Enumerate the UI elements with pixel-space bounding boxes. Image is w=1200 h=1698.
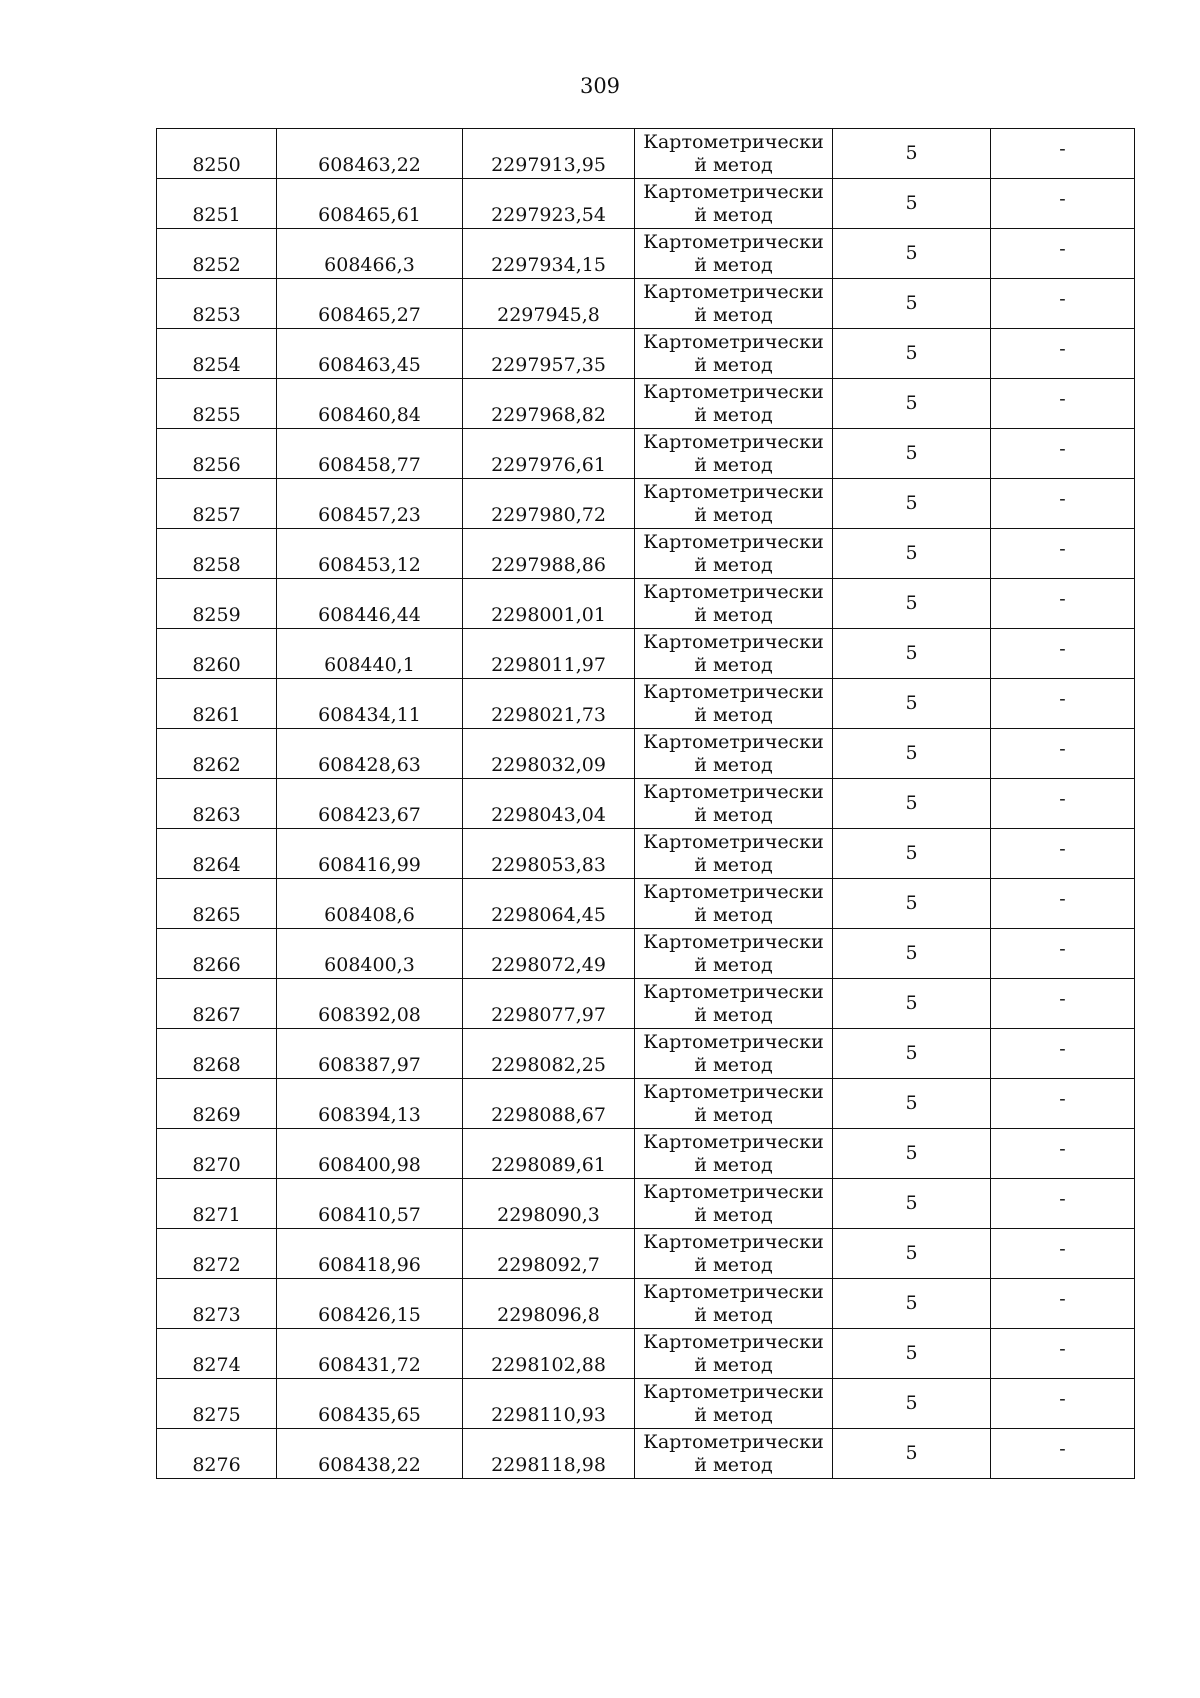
method-cell — [635, 379, 833, 429]
point-number-cell: 8260 — [157, 629, 277, 679]
y-coordinate-cell: 2297945,8 — [463, 279, 635, 329]
y-coordinate-cell: 2298021,73 — [463, 679, 635, 729]
method-text-line-1: Картометрически — [643, 1280, 824, 1303]
point-number-cell: 8266 — [157, 929, 277, 979]
table-row — [157, 1229, 1135, 1279]
method-text-line-2: й метод — [694, 703, 773, 726]
table-row — [157, 429, 1135, 479]
point-number-cell: 8254 — [157, 329, 277, 379]
accuracy-cell: 5 — [833, 629, 991, 679]
x-coordinate-cell: 608400,98 — [277, 1129, 463, 1179]
point-number-cell: 8273 — [157, 1279, 277, 1329]
x-coordinate-cell: 608408,6 — [277, 879, 463, 929]
accuracy-cell: 5 — [833, 529, 991, 579]
y-coordinate-cell: 2297968,82 — [463, 379, 635, 429]
table-row — [157, 1179, 1135, 1229]
note-cell: - — [991, 1179, 1135, 1229]
method-text-line-1: Картометрически — [643, 880, 824, 903]
method-text-line-2: й метод — [694, 1303, 773, 1326]
table-row — [157, 229, 1135, 279]
point-number-cell: 8255 — [157, 379, 277, 429]
method-cell — [635, 1379, 833, 1429]
note-cell: - — [991, 129, 1135, 179]
table-row — [157, 379, 1135, 429]
note-cell: - — [991, 1329, 1135, 1379]
method-text-line-2: й метод — [694, 453, 773, 476]
accuracy-cell: 5 — [833, 279, 991, 329]
note-cell: - — [991, 979, 1135, 1029]
method-text-line-2: й метод — [694, 653, 773, 676]
method-text-line-1: Картометрически — [643, 580, 824, 603]
accuracy-cell: 5 — [833, 1029, 991, 1079]
table-body — [157, 129, 1135, 1479]
point-number-cell: 8258 — [157, 529, 277, 579]
method-cell — [635, 929, 833, 979]
method-text-line-2: й метод — [694, 303, 773, 326]
x-coordinate-cell: 608463,22 — [277, 129, 463, 179]
x-coordinate-cell: 608438,22 — [277, 1429, 463, 1479]
method-text-line-2: й метод — [694, 953, 773, 976]
point-number-cell: 8270 — [157, 1129, 277, 1179]
accuracy-cell: 5 — [833, 479, 991, 529]
page-number: 309 — [579, 74, 621, 98]
method-cell — [635, 879, 833, 929]
method-cell — [635, 729, 833, 779]
note-cell: - — [991, 679, 1135, 729]
accuracy-cell: 5 — [833, 879, 991, 929]
table-row — [157, 729, 1135, 779]
accuracy-cell: 5 — [833, 979, 991, 1029]
method-text-line-1: Картометрически — [643, 1330, 824, 1353]
table-row — [157, 329, 1135, 379]
x-coordinate-cell: 608423,67 — [277, 779, 463, 829]
method-text-line-2: й метод — [694, 803, 773, 826]
method-text-line-2: й метод — [694, 1353, 773, 1376]
table-row — [157, 979, 1135, 1029]
x-coordinate-cell: 608434,11 — [277, 679, 463, 729]
method-text-line-2: й метод — [694, 1453, 773, 1476]
point-number-cell: 8252 — [157, 229, 277, 279]
coordinates-table — [156, 128, 1135, 1479]
x-coordinate-cell: 608453,12 — [277, 529, 463, 579]
y-coordinate-cell: 2298032,09 — [463, 729, 635, 779]
x-coordinate-cell: 608458,77 — [277, 429, 463, 479]
note-cell: - — [991, 379, 1135, 429]
accuracy-cell: 5 — [833, 1129, 991, 1179]
y-coordinate-cell: 2298089,61 — [463, 1129, 635, 1179]
y-coordinate-cell: 2298053,83 — [463, 829, 635, 879]
table-row — [157, 479, 1135, 529]
point-number-cell: 8269 — [157, 1079, 277, 1129]
y-coordinate-cell: 2298110,93 — [463, 1379, 635, 1429]
method-text-line-2: й метод — [694, 603, 773, 626]
note-cell: - — [991, 1379, 1135, 1429]
x-coordinate-cell: 608446,44 — [277, 579, 463, 629]
accuracy-cell: 5 — [833, 179, 991, 229]
note-cell: - — [991, 429, 1135, 479]
note-cell: - — [991, 729, 1135, 779]
x-coordinate-cell: 608431,72 — [277, 1329, 463, 1379]
note-cell: - — [991, 929, 1135, 979]
x-coordinate-cell: 608400,3 — [277, 929, 463, 979]
table-row — [157, 529, 1135, 579]
method-cell — [635, 1279, 833, 1329]
method-text-line-2: й метод — [694, 903, 773, 926]
y-coordinate-cell: 2298096,8 — [463, 1279, 635, 1329]
x-coordinate-cell: 608392,08 — [277, 979, 463, 1029]
method-cell — [635, 529, 833, 579]
note-cell: - — [991, 879, 1135, 929]
table-row — [157, 929, 1135, 979]
method-cell — [635, 429, 833, 479]
point-number-cell: 8261 — [157, 679, 277, 729]
table-row — [157, 1129, 1135, 1179]
y-coordinate-cell: 2298092,7 — [463, 1229, 635, 1279]
note-cell: - — [991, 629, 1135, 679]
method-text-line-1: Картометрически — [643, 830, 824, 853]
accuracy-cell: 5 — [833, 1229, 991, 1279]
method-text-line-2: й метод — [694, 853, 773, 876]
point-number-cell: 8263 — [157, 779, 277, 829]
table-row — [157, 279, 1135, 329]
x-coordinate-cell: 608428,63 — [277, 729, 463, 779]
method-cell — [635, 1229, 833, 1279]
accuracy-cell: 5 — [833, 1429, 991, 1479]
point-number-cell: 8275 — [157, 1379, 277, 1429]
method-text-line-1: Картометрически — [643, 180, 824, 203]
y-coordinate-cell: 2298011,97 — [463, 629, 635, 679]
point-number-cell: 8272 — [157, 1229, 277, 1279]
method-cell — [635, 979, 833, 1029]
y-coordinate-cell: 2297980,72 — [463, 479, 635, 529]
table-row — [157, 679, 1135, 729]
y-coordinate-cell: 2298088,67 — [463, 1079, 635, 1129]
x-coordinate-cell: 608394,13 — [277, 1079, 463, 1129]
method-cell — [635, 779, 833, 829]
method-text-line-1: Картометрически — [643, 380, 824, 403]
x-coordinate-cell: 608416,99 — [277, 829, 463, 879]
method-cell — [635, 129, 833, 179]
point-number-cell: 8257 — [157, 479, 277, 529]
table-row — [157, 829, 1135, 879]
method-text-line-2: й метод — [694, 1003, 773, 1026]
table-row — [157, 579, 1135, 629]
method-text-line-1: Картометрически — [643, 430, 824, 453]
y-coordinate-cell: 2298102,88 — [463, 1329, 635, 1379]
method-text-line-2: й метод — [694, 1203, 773, 1226]
point-number-cell: 8264 — [157, 829, 277, 879]
method-text-line-2: й метод — [694, 403, 773, 426]
y-coordinate-cell: 2297976,61 — [463, 429, 635, 479]
point-number-cell: 8250 — [157, 129, 277, 179]
y-coordinate-cell: 2297913,95 — [463, 129, 635, 179]
method-text-line-1: Картометрически — [643, 130, 824, 153]
method-text-line-1: Картометрически — [643, 1130, 824, 1153]
accuracy-cell: 5 — [833, 1079, 991, 1129]
method-text-line-2: й метод — [694, 553, 773, 576]
accuracy-cell: 5 — [833, 229, 991, 279]
table-row — [157, 129, 1135, 179]
accuracy-cell: 5 — [833, 679, 991, 729]
method-text-line-1: Картометрически — [643, 1430, 824, 1453]
table-row — [157, 1079, 1135, 1129]
method-text-line-2: й метод — [694, 253, 773, 276]
note-cell: - — [991, 1129, 1135, 1179]
point-number-cell: 8256 — [157, 429, 277, 479]
method-text-line-1: Картометрически — [643, 1180, 824, 1203]
point-number-cell: 8268 — [157, 1029, 277, 1079]
note-cell: - — [991, 329, 1135, 379]
method-text-line-2: й метод — [694, 1403, 773, 1426]
accuracy-cell: 5 — [833, 1279, 991, 1329]
method-cell — [635, 329, 833, 379]
method-text-line-2: й метод — [694, 1153, 773, 1176]
point-number-cell: 8274 — [157, 1329, 277, 1379]
method-cell — [635, 579, 833, 629]
method-cell — [635, 1179, 833, 1229]
y-coordinate-cell: 2298001,01 — [463, 579, 635, 629]
note-cell: - — [991, 779, 1135, 829]
method-text-line-1: Картометрически — [643, 780, 824, 803]
accuracy-cell: 5 — [833, 429, 991, 479]
method-text-line-2: й метод — [694, 203, 773, 226]
y-coordinate-cell: 2298082,25 — [463, 1029, 635, 1079]
method-text-line-1: Картометрически — [643, 630, 824, 653]
table-row — [157, 1029, 1135, 1079]
table-row — [157, 1279, 1135, 1329]
accuracy-cell: 5 — [833, 379, 991, 429]
y-coordinate-cell: 2298072,49 — [463, 929, 635, 979]
point-number-cell: 8262 — [157, 729, 277, 779]
point-number-cell: 8251 — [157, 179, 277, 229]
method-cell — [635, 179, 833, 229]
method-cell — [635, 1329, 833, 1379]
method-text-line-1: Картометрически — [643, 230, 824, 253]
method-text-line-1: Картометрически — [643, 1230, 824, 1253]
y-coordinate-cell: 2298077,97 — [463, 979, 635, 1029]
x-coordinate-cell: 608465,27 — [277, 279, 463, 329]
method-cell — [635, 629, 833, 679]
y-coordinate-cell: 2298064,45 — [463, 879, 635, 929]
accuracy-cell: 5 — [833, 829, 991, 879]
accuracy-cell: 5 — [833, 329, 991, 379]
accuracy-cell: 5 — [833, 729, 991, 779]
table-row — [157, 629, 1135, 679]
accuracy-cell: 5 — [833, 779, 991, 829]
note-cell: - — [991, 179, 1135, 229]
method-cell — [635, 1129, 833, 1179]
note-cell: - — [991, 1079, 1135, 1129]
y-coordinate-cell: 2298118,98 — [463, 1429, 635, 1479]
method-text-line-1: Картометрически — [643, 280, 824, 303]
method-text-line-1: Картометрически — [643, 1380, 824, 1403]
accuracy-cell: 5 — [833, 1179, 991, 1229]
x-coordinate-cell: 608426,15 — [277, 1279, 463, 1329]
y-coordinate-cell: 2297957,35 — [463, 329, 635, 379]
method-cell — [635, 1079, 833, 1129]
point-number-cell: 8271 — [157, 1179, 277, 1229]
method-text-line-2: й метод — [694, 753, 773, 776]
note-cell: - — [991, 279, 1135, 329]
method-text-line-1: Картометрически — [643, 730, 824, 753]
x-coordinate-cell: 608435,65 — [277, 1379, 463, 1429]
method-cell — [635, 679, 833, 729]
x-coordinate-cell: 608457,23 — [277, 479, 463, 529]
accuracy-cell: 5 — [833, 1379, 991, 1429]
note-cell: - — [991, 479, 1135, 529]
point-number-cell: 8259 — [157, 579, 277, 629]
x-coordinate-cell: 608410,57 — [277, 1179, 463, 1229]
y-coordinate-cell: 2298043,04 — [463, 779, 635, 829]
method-text-line-2: й метод — [694, 1103, 773, 1126]
method-text-line-1: Картометрически — [643, 530, 824, 553]
method-cell — [635, 229, 833, 279]
method-text-line-1: Картометрически — [643, 680, 824, 703]
point-number-cell: 8276 — [157, 1429, 277, 1479]
method-cell — [635, 279, 833, 329]
note-cell: - — [991, 529, 1135, 579]
method-text-line-2: й метод — [694, 1253, 773, 1276]
point-number-cell: 8267 — [157, 979, 277, 1029]
x-coordinate-cell: 608418,96 — [277, 1229, 463, 1279]
note-cell: - — [991, 579, 1135, 629]
note-cell: - — [991, 1029, 1135, 1079]
table-row — [157, 1429, 1135, 1479]
method-cell — [635, 1029, 833, 1079]
method-text-line-1: Картометрически — [643, 1080, 824, 1103]
accuracy-cell: 5 — [833, 129, 991, 179]
table-row — [157, 179, 1135, 229]
point-number-cell: 8253 — [157, 279, 277, 329]
method-text-line-1: Картометрически — [643, 980, 824, 1003]
x-coordinate-cell: 608460,84 — [277, 379, 463, 429]
y-coordinate-cell: 2297988,86 — [463, 529, 635, 579]
method-text-line-1: Картометрически — [643, 930, 824, 953]
table-row — [157, 879, 1135, 929]
x-coordinate-cell: 608465,61 — [277, 179, 463, 229]
x-coordinate-cell: 608466,3 — [277, 229, 463, 279]
method-text-line-1: Картометрически — [643, 480, 824, 503]
accuracy-cell: 5 — [833, 579, 991, 629]
method-text-line-1: Картометрически — [643, 330, 824, 353]
x-coordinate-cell: 608463,45 — [277, 329, 463, 379]
note-cell: - — [991, 229, 1135, 279]
x-coordinate-cell: 608440,1 — [277, 629, 463, 679]
method-text-line-2: й метод — [694, 1053, 773, 1076]
y-coordinate-cell: 2297934,15 — [463, 229, 635, 279]
table-row — [157, 1379, 1135, 1429]
method-text-line-1: Картометрически — [643, 1030, 824, 1053]
method-text-line-2: й метод — [694, 503, 773, 526]
method-text-line-2: й метод — [694, 153, 773, 176]
method-text-line-2: й метод — [694, 353, 773, 376]
note-cell: - — [991, 829, 1135, 879]
note-cell: - — [991, 1279, 1135, 1329]
point-number-cell: 8265 — [157, 879, 277, 929]
accuracy-cell: 5 — [833, 929, 991, 979]
note-cell: - — [991, 1229, 1135, 1279]
y-coordinate-cell: 2297923,54 — [463, 179, 635, 229]
y-coordinate-cell: 2298090,3 — [463, 1179, 635, 1229]
method-cell — [635, 479, 833, 529]
accuracy-cell: 5 — [833, 1329, 991, 1379]
table-row — [157, 1329, 1135, 1379]
x-coordinate-cell: 608387,97 — [277, 1029, 463, 1079]
method-cell — [635, 1429, 833, 1479]
table-row — [157, 779, 1135, 829]
note-cell: - — [991, 1429, 1135, 1479]
method-cell — [635, 829, 833, 879]
